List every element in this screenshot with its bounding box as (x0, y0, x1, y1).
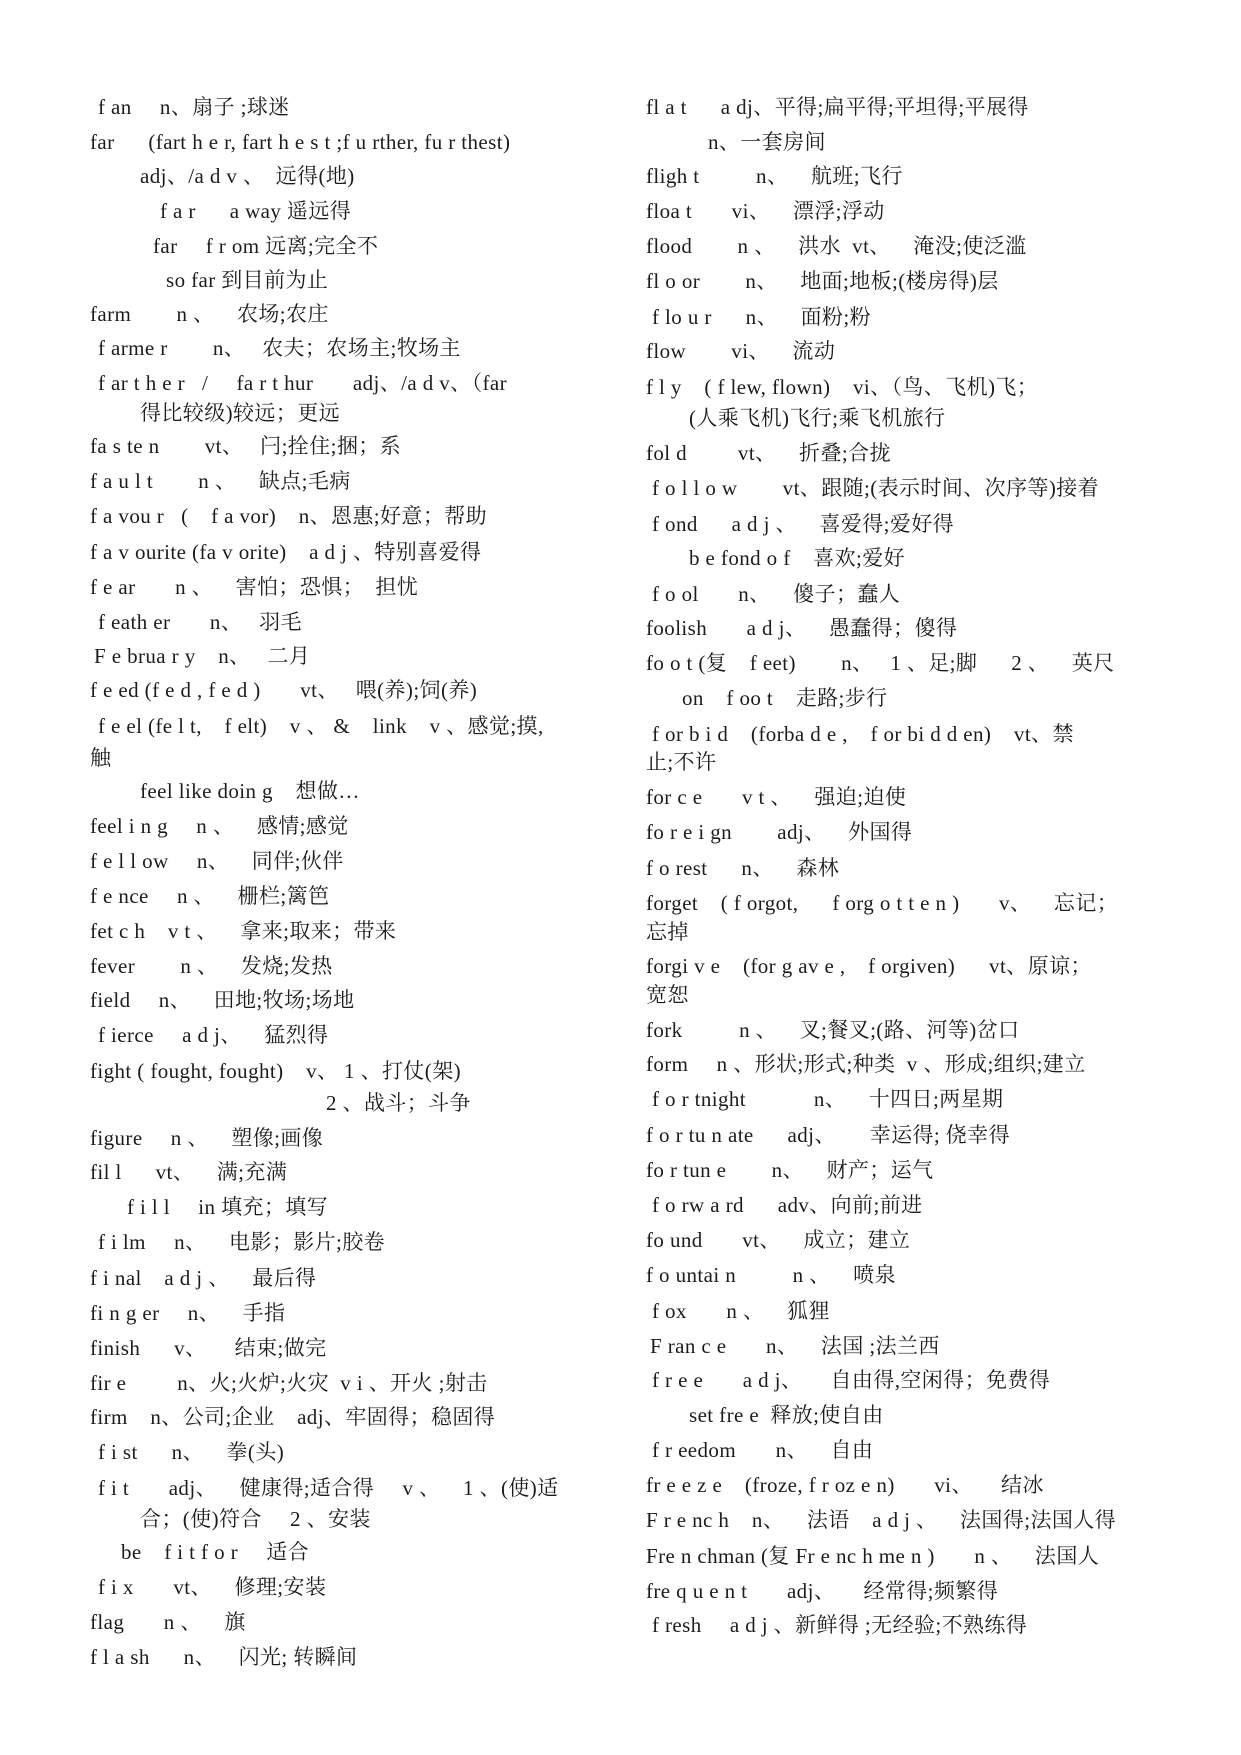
vocab-line: 触 (90, 746, 112, 770)
vocab-line: 止;不许 (646, 750, 717, 774)
vocab-line: (人乘飞机)飞行;乘飞机旅行 (689, 406, 946, 430)
vocab-line: F e brua r y n、 二月 (94, 644, 311, 668)
vocab-line: f l y ( f lew, flown) vi、（鸟、飞机)飞； (646, 375, 1039, 399)
vocab-line: f e ar n 、 害怕；恐惧； 担忧 (90, 575, 419, 599)
vocab-line: n、一套房间 (708, 130, 826, 154)
vocab-line: fever n 、 发烧;发热 (90, 954, 333, 978)
vocab-line: far f r om 远离;完全不 (153, 234, 379, 258)
vocab-line: fr e e z e (froze, f r oz e n) vi、 结冰 (646, 1473, 1044, 1497)
vocab-line: field n、 田地;牧场;场地 (90, 988, 355, 1012)
vocab-line: f a u l t n 、 缺点;毛病 (90, 469, 351, 493)
vocab-line: fight ( fought, fought) v、 1 、打仗(架) (90, 1059, 461, 1083)
vocab-line: floa t vi、 漂浮;浮动 (646, 199, 885, 223)
vocab-line: f o ol n、 傻子；蠢人 (652, 582, 901, 606)
vocab-line: Fre n chman (复 Fr e nc h me n ) n 、 法国人 (646, 1544, 1100, 1568)
vocab-line: 忘掉 (646, 920, 689, 944)
vocab-line: fo o t (复 f eet) n、 1 、足;脚 2 、 英尺 (646, 651, 1115, 675)
vocab-line: fil l vt、 满;充满 (90, 1160, 288, 1184)
vocab-line: f o l l o w vt、跟随;(表示时间、次序等)接着 (652, 476, 1100, 500)
vocab-line: f i l l in 填充；填写 (127, 1195, 329, 1219)
vocab-line: f e nce n 、 栅栏;篱笆 (90, 884, 330, 908)
vocab-line: b e fond o f 喜欢;爱好 (689, 546, 906, 570)
vocab-line: fligh t n、 航班;飞行 (646, 164, 903, 188)
vocab-line: f e l l ow n、 同伴;伙伴 (90, 849, 344, 873)
vocab-line: feel like doin g 想做… (140, 779, 360, 803)
vocab-line: farm n 、 农场;农庄 (90, 302, 329, 326)
vocab-line: f a vou r ( f a vor) n、恩惠;好意；帮助 (90, 504, 488, 528)
vocab-line: f r eedom n、 自由 (652, 1438, 874, 1462)
vocab-line: f lo u r n、 面粉;粉 (652, 305, 872, 329)
vocab-line: 得比较级)较远；更远 (140, 401, 340, 425)
vocab-line: be f i t f o r 适合 (121, 1540, 310, 1564)
right-column (640, 0, 1240, 1755)
vocab-line: for c e v t 、 强迫;迫使 (646, 785, 907, 809)
vocab-line: fl a t a dj、平得;扁平得;平坦得;平展得 (646, 95, 1029, 119)
vocab-line: f a r a way 遥远得 (160, 199, 352, 223)
vocab-line: f ox n 、 狐狸 (652, 1299, 830, 1323)
vocab-line: f l a sh n、 闪光; 转瞬间 (90, 1645, 358, 1669)
vocab-line: fl o or n、 地面;地板;(楼房得)层 (646, 269, 999, 293)
vocab-line: f arme r n、 农夫；农场主;牧场主 (98, 336, 461, 360)
vocab-line: flag n 、 旗 (90, 1610, 246, 1634)
vocab-line: f ond a d j 、 喜爱得;爱好得 (652, 512, 955, 536)
vocab-line: f i lm n、 电影；影片;胶卷 (98, 1230, 386, 1254)
vocab-line: forgi v e (for g av e , f orgiven) vt、原谅； (646, 954, 1092, 978)
vocab-line: fo und vt、 成立；建立 (646, 1228, 911, 1252)
vocab-line: fo r tun e n、 财产；运气 (646, 1158, 934, 1182)
vocab-line: f o rw a rd adv、向前;前进 (652, 1193, 923, 1217)
vocab-line: f or b i d (forba d e , f or bi d d en) vt、禁 (652, 722, 1074, 746)
vocab-line: f e ed (f e d , f e d ) vt、 喂(养);饲(养) (90, 678, 478, 702)
vocab-line: f resh a d j 、新鲜得 ;无经验;不熟练得 (652, 1613, 1028, 1637)
vocab-line: fo r e i gn adj、 外国得 (646, 820, 913, 844)
vocab-line: fa s te n vt、 闩;拴住;捆；系 (90, 434, 402, 458)
vocab-line: finish v、 结束;做完 (90, 1336, 327, 1360)
vocab-line: 2 、战斗；斗争 (326, 1091, 471, 1115)
vocab-line: form n 、形状;形式;种类 v 、形成;组织;建立 (646, 1052, 1086, 1076)
vocab-line: adj、/a d v 、 远得(地) (140, 164, 355, 188)
vocab-line: firm n、公司;企业 adj、牢固得；稳固得 (90, 1405, 496, 1429)
vocab-line: foolish a d j、 愚蠢得；傻得 (646, 616, 958, 640)
vocab-line: f eath er n、 羽毛 (98, 610, 302, 634)
vocab-line: F ran c e n、 法国 ;法兰西 (650, 1334, 940, 1358)
vocab-line: f o untai n n 、 喷泉 (646, 1263, 896, 1287)
vocab-line: set fre e 释放;使自由 (689, 1403, 884, 1427)
vocab-line: 合；(使)符合 2 、安装 (140, 1507, 371, 1531)
vocab-line: f ar t h e r / fa r t hur adj、/a d v、（far (98, 371, 507, 395)
vocab-line: fi n g er n、 手指 (90, 1301, 286, 1325)
vocab-line: so far 到目前为止 (166, 268, 329, 292)
vocab-line: fol d vt、 折叠;合拢 (646, 441, 891, 465)
vocab-line: fir e n、火;火炉;火灾 v i 、开火 ;射击 (90, 1371, 488, 1395)
vocab-line: f a v ourite (fa v orite) a d j 、特别喜爱得 (90, 540, 482, 564)
vocab-line: f i x vt、 修理;安装 (98, 1575, 327, 1599)
vocab-line: f r e e a d j、 自由得,空闲得；免费得 (652, 1368, 1051, 1392)
vocab-line: f i st n、 拳(头) (98, 1440, 285, 1464)
vocab-line: on f oo t 走路;步行 (682, 686, 888, 710)
vocab-line: forget ( f orgot, f org o t t e n ) v、 忘记； (646, 891, 1119, 915)
vocab-line: far (fart h e r, fart h e s t ;f u rther, fu r thest) (90, 130, 511, 154)
vocab-line: f an n、扇子 ;球迷 (98, 95, 290, 119)
vocab-line: flow vi、 流动 (646, 339, 836, 363)
vocab-line: 宽恕 (646, 983, 689, 1007)
vocab-line: F r e nc h n、 法语 a d j 、 法国得;法国人得 (646, 1508, 1117, 1532)
vocab-line: f i nal a d j 、 最后得 (90, 1266, 317, 1290)
vocab-line: f ierce a d j、 猛烈得 (98, 1023, 329, 1047)
vocab-line: f e el (fe l t, f elt) v 、 & link v 、感觉;摸, (98, 714, 544, 738)
vocab-line: fork n 、 叉;餐叉;(路、河等)岔口 (646, 1018, 1020, 1042)
vocab-line: f o rest n、 森林 (646, 856, 840, 880)
vocab-line: f o r tu n ate adj、 幸运得; 侥幸得 (646, 1123, 1010, 1147)
vocab-line: f o r tnight n、 十四日;两星期 (652, 1087, 1004, 1111)
vocab-line: feel i n g n 、 感情;感觉 (90, 814, 349, 838)
vocab-line: fre q u e n t adj、 经常得;频繁得 (646, 1579, 999, 1603)
vocab-line: flood n 、 洪水 vt、 淹没;使泛滥 (646, 234, 1027, 258)
vocab-line: figure n 、 塑像;画像 (90, 1126, 324, 1150)
vocab-line: f i t adj、 健康得;适合得 v 、 1 、(使)适 (98, 1476, 559, 1500)
vocab-line: fet c h v t 、 拿来;取来；带来 (90, 919, 397, 943)
